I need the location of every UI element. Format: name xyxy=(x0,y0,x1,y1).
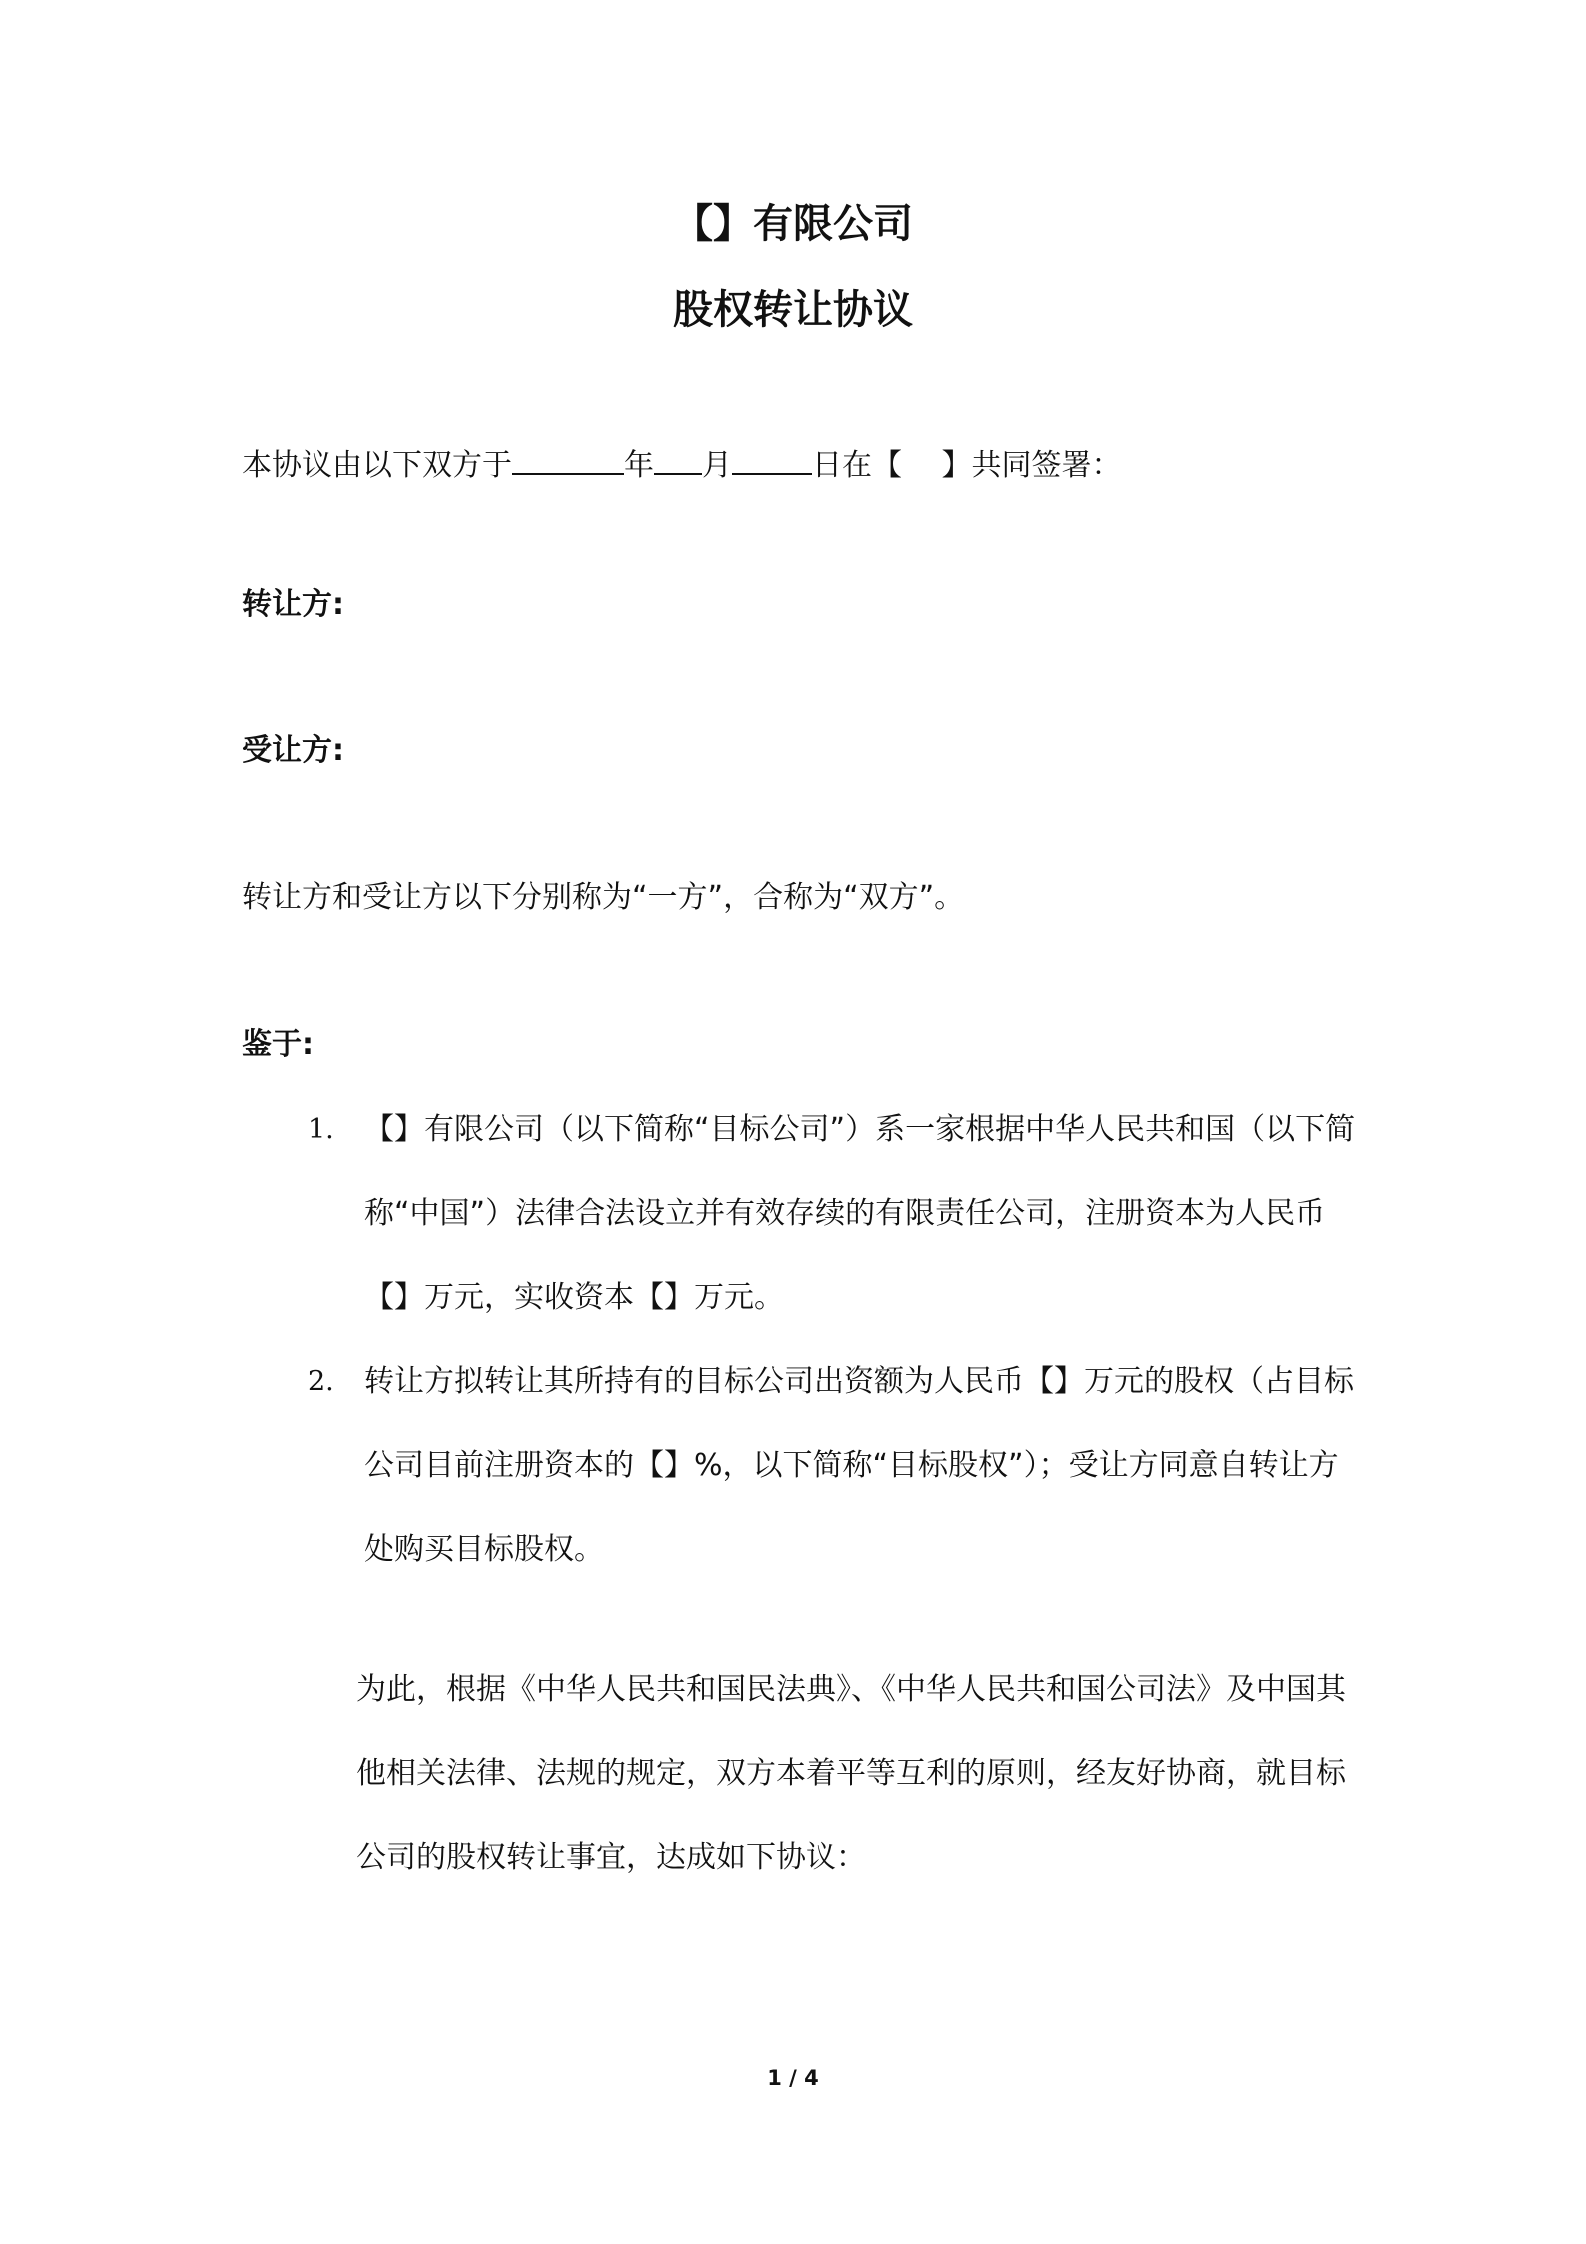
page-number: 1 / 4 xyxy=(767,2066,819,2090)
whereas-label: 鉴于: xyxy=(242,1027,314,1062)
whereas-item-1 xyxy=(300,1088,1360,1340)
signing-prefix: 本协议由以下双方于 xyxy=(242,448,512,483)
month-label: 月 xyxy=(702,448,732,483)
transferee-label: 受让方: xyxy=(242,733,344,768)
company-title: 【】有限公司 xyxy=(673,201,913,247)
transferor-label: 转让方: xyxy=(242,587,344,622)
document-title: 股权转让协议 xyxy=(673,287,913,333)
whereas-item-number: 1. xyxy=(308,1114,334,1145)
parties-definition: 转让方和受让方以下分别称为“一方”，合称为“双方”。 xyxy=(242,880,965,915)
agreement-paragraph: 为此，根据《中华人民共和国民法典》、《中华人民共和国公司法》及中国其他相关法律、法规的规定，双方本着平等互利的原则，经友好协商，就目标公司的股权转让事宜，达成如下协议： xyxy=(356,1672,1346,1875)
signing-statement xyxy=(242,441,1122,486)
whereas-item-text: 转让方拟转让其所持有的目标公司出资额为人民币【】万元的股权（占目标公司目前注册资本的【】%，以下简称“目标股权”）；受让方同意自转让方处购买目标股权。 xyxy=(364,1364,1354,1567)
day-blank xyxy=(732,441,812,475)
month-blank xyxy=(654,441,702,475)
year-blank xyxy=(512,441,624,475)
whereas-item-text: 【】有限公司（以下简称“目标公司”）系一家根据中华人民共和国（以下简称“中国”）法律合法设立并有效存续的有限责任公司，注册资本为人民币【】万元，实收资本【】万元。 xyxy=(364,1112,1356,1315)
whereas-item-2 xyxy=(300,1340,1360,1592)
whereas-list xyxy=(300,1088,1360,1592)
day-place-text: 日在【 】共同签署： xyxy=(812,448,1122,483)
year-label: 年 xyxy=(624,448,654,483)
whereas-item-number: 2. xyxy=(308,1366,334,1397)
